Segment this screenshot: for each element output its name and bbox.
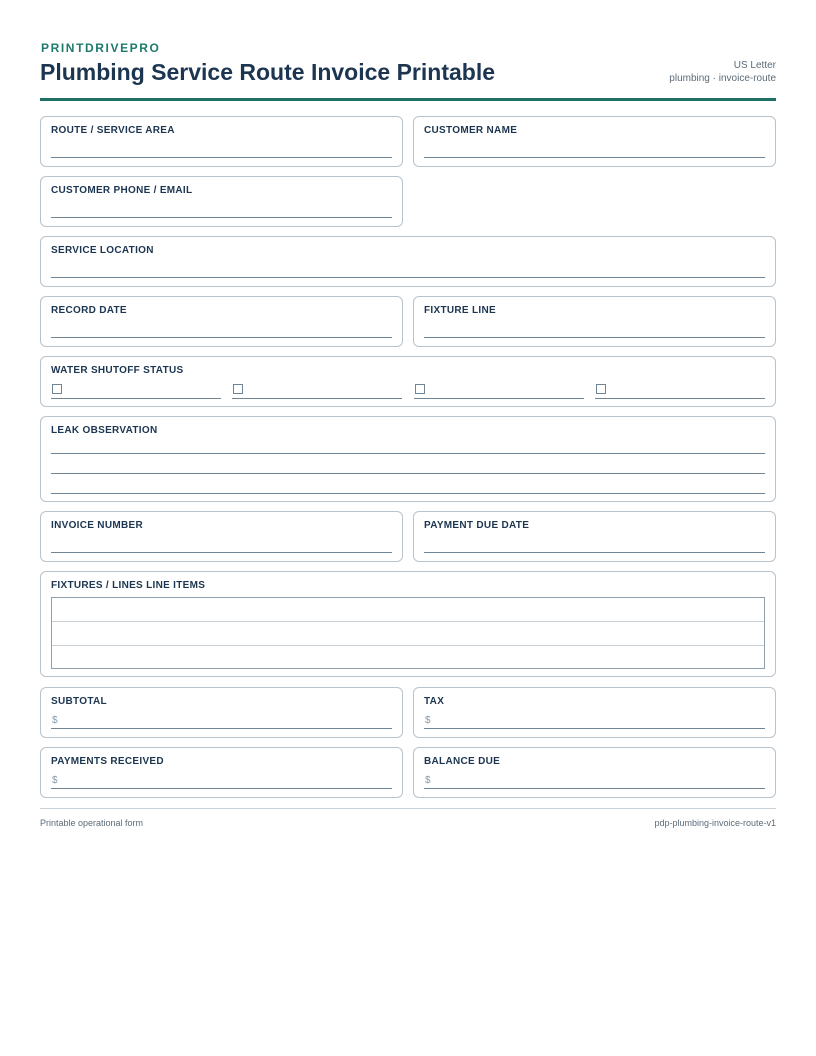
leak-observation-label: LEAK OBSERVATION [51, 425, 158, 436]
shutoff-option-line-4[interactable] [595, 398, 765, 399]
shutoff-option-line-2[interactable] [232, 398, 402, 399]
page-title: Plumbing Service Route Invoice Printable [40, 59, 496, 85]
form-tags: plumbing · invoice-route [669, 73, 776, 84]
payments-received-input-line[interactable] [51, 788, 392, 789]
shutoff-checkbox-1[interactable] [52, 384, 62, 394]
service-location-label: SERVICE LOCATION [51, 245, 154, 256]
subtotal-field [40, 687, 403, 738]
line-items-label: FIXTURES / LINES LINE ITEMS [51, 580, 206, 591]
water-shutoff-field [40, 356, 776, 407]
form-header [40, 40, 776, 101]
invoice-number-label: INVOICE NUMBER [51, 520, 143, 531]
balance-due-field [413, 747, 776, 798]
form-footer [40, 808, 776, 828]
customer-contact-label: CUSTOMER PHONE / EMAIL [51, 185, 193, 196]
shutoff-option-line-3[interactable] [414, 398, 584, 399]
customer-contact-input-line[interactable] [51, 217, 392, 218]
balance-due-currency: $ [425, 775, 431, 786]
water-shutoff-label: WATER SHUTOFF STATUS [51, 365, 184, 376]
customer-name-field [413, 116, 776, 167]
tax-label: TAX [424, 696, 445, 707]
record-date-label: RECORD DATE [51, 305, 127, 316]
shutoff-checkbox-4[interactable] [596, 384, 606, 394]
payments-received-currency: $ [52, 775, 58, 786]
line-items-field [40, 571, 776, 677]
shutoff-checkbox-2[interactable] [233, 384, 243, 394]
route-label: ROUTE / SERVICE AREA [51, 125, 175, 136]
subtotal-label: SUBTOTAL [51, 696, 107, 707]
payment-due-date-field [413, 511, 776, 562]
tax-field [413, 687, 776, 738]
record-date-field [40, 296, 403, 347]
customer-name-input-line[interactable] [424, 157, 765, 158]
shutoff-checkbox-3[interactable] [415, 384, 425, 394]
shutoff-option-line-1[interactable] [51, 398, 221, 399]
invoice-number-field [40, 511, 403, 562]
payments-received-field [40, 747, 403, 798]
fixture-line-input-line[interactable] [424, 337, 765, 338]
customer-name-label: CUSTOMER NAME [424, 125, 518, 136]
subtotal-currency: $ [52, 715, 58, 726]
form-page [40, 40, 776, 101]
payments-received-label: PAYMENTS RECEIVED [51, 756, 164, 767]
fixture-line-field [413, 296, 776, 347]
customer-contact-field [40, 176, 403, 227]
service-location-field [40, 236, 776, 287]
leak-observation-field [40, 416, 776, 502]
service-location-input-line[interactable] [51, 277, 765, 278]
footer-form-id: pdp-plumbing-invoice-route-v1 [654, 818, 776, 828]
route-input-line[interactable] [51, 157, 392, 158]
form-meta [669, 59, 776, 85]
leak-observation-line-1[interactable] [51, 453, 765, 454]
invoice-number-input-line[interactable] [51, 552, 392, 553]
tax-input-line[interactable] [424, 728, 765, 729]
route-field [40, 116, 403, 167]
tax-currency: $ [425, 715, 431, 726]
balance-due-input-line[interactable] [424, 788, 765, 789]
leak-observation-line-2[interactable] [51, 473, 765, 474]
footer-description: Printable operational form [40, 818, 144, 828]
line-items-table [51, 597, 765, 669]
brand-name: PRINTDRIVEPRO [41, 41, 161, 55]
subtotal-input-line[interactable] [51, 728, 392, 729]
paper-size: US Letter [733, 60, 776, 71]
line-item-row-divider-1 [52, 621, 764, 622]
payment-due-date-input-line[interactable] [424, 552, 765, 553]
payment-due-date-label: PAYMENT DUE DATE [424, 520, 530, 531]
leak-observation-line-3[interactable] [51, 493, 765, 494]
record-date-input-line[interactable] [51, 337, 392, 338]
balance-due-label: BALANCE DUE [424, 756, 501, 767]
line-item-row-divider-2 [52, 645, 764, 646]
fixture-line-label: FIXTURE LINE [424, 305, 496, 316]
